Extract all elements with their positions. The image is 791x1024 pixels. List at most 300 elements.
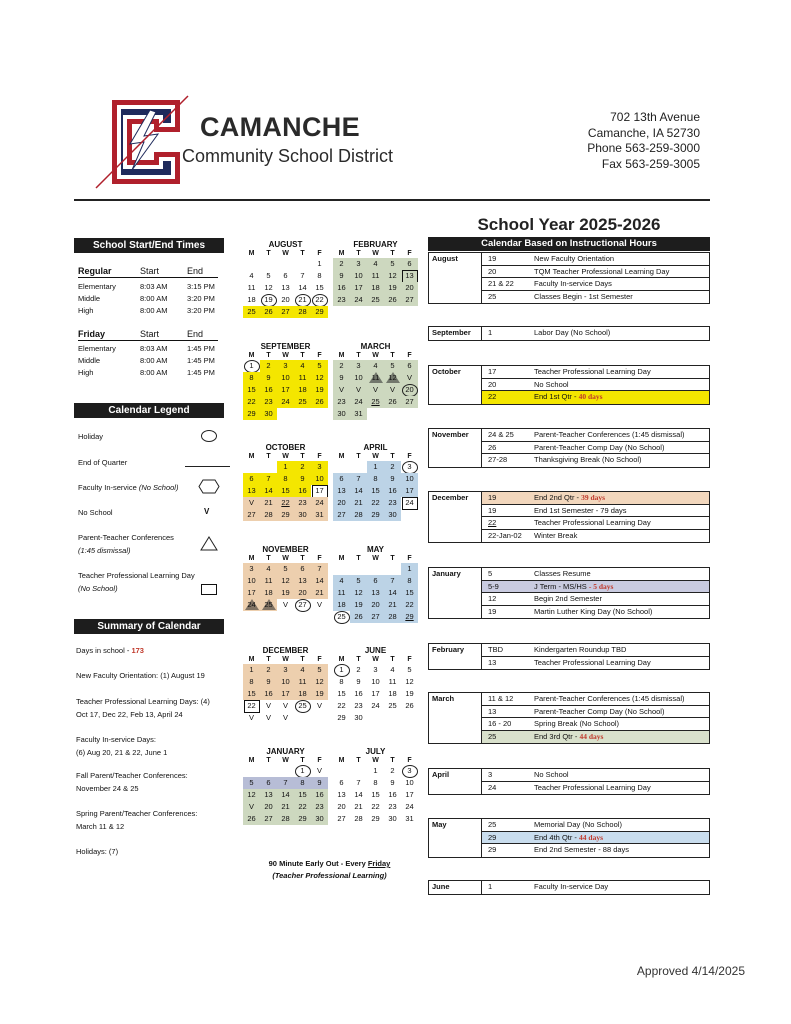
calendar-day	[350, 294, 367, 306]
calendar-day	[401, 813, 418, 825]
calendar-day	[311, 384, 328, 396]
month-label: January	[432, 569, 461, 578]
calendar-day	[367, 563, 384, 575]
calendar-day	[277, 509, 294, 521]
calendar-day-number: 11	[298, 373, 307, 382]
calendar-day	[277, 777, 294, 789]
regular-header	[78, 266, 218, 278]
calendar-day	[401, 700, 418, 712]
calendar-day	[384, 611, 401, 623]
calendar-day	[384, 282, 401, 294]
district-name: CAMANCHE	[200, 112, 360, 142]
event-row	[481, 278, 709, 291]
calendar-day	[367, 270, 384, 282]
event-date: 19	[488, 493, 497, 502]
calendar-day	[277, 306, 294, 318]
event-text: Faculty In-service Day	[534, 882, 609, 891]
month-label: June	[432, 882, 450, 891]
start-time: 8:03 AM	[140, 282, 168, 291]
calendar-day	[350, 282, 367, 294]
calendar-day	[350, 509, 367, 521]
calendar-day	[384, 294, 401, 306]
calendar-day-number: 29	[371, 510, 380, 519]
month-label: April	[432, 770, 450, 779]
calendar-day-number: 9	[266, 373, 271, 382]
legend-inservice-label: Faculty In-service	[78, 483, 137, 492]
calendar-day-number: V	[282, 600, 288, 609]
event-text: Parent-Teacher Conferences (1:45 dismissal)	[534, 694, 685, 703]
calendar-day	[401, 688, 418, 700]
time-row	[78, 355, 218, 367]
calendar-day	[384, 700, 401, 712]
calendar-day-number: 10	[354, 271, 363, 280]
month-label: August	[432, 254, 458, 263]
event-day-count: 44 days	[579, 832, 603, 842]
calendar-day	[384, 473, 401, 485]
calendar-day-number: 17	[354, 283, 363, 292]
calendar-day	[367, 777, 384, 789]
calendar-day-number: 25	[388, 701, 397, 710]
calendar-day	[260, 372, 277, 384]
calendar-day	[277, 485, 294, 497]
calendar-day	[311, 801, 328, 813]
time-row	[78, 343, 218, 355]
calendar-day-number: 25	[371, 397, 380, 406]
calendar-day-number: 24	[405, 802, 414, 811]
calendar-day-number: 3	[356, 361, 361, 370]
regular-label: Regular	[78, 266, 112, 276]
weekday-label: M	[248, 250, 255, 257]
event-date: 20	[488, 266, 497, 276]
calendar-day	[367, 587, 384, 599]
event-row	[481, 379, 709, 392]
calendar-day-number: 3	[407, 766, 412, 775]
calendar-day	[333, 294, 350, 306]
weekday-label: F	[407, 555, 412, 562]
calendar-day	[350, 688, 367, 700]
weekday-header	[243, 656, 328, 664]
calendar-day-number: 4	[249, 271, 254, 280]
weekday-label: F	[317, 250, 322, 257]
calendar-day	[401, 712, 418, 724]
month-label: September	[432, 328, 471, 337]
calendar-day-number: 13	[298, 576, 307, 585]
calendar-day	[350, 563, 367, 575]
event-description	[534, 391, 603, 404]
calendar-day	[401, 599, 418, 611]
calendar-day-number: 21	[315, 588, 324, 597]
event-description	[534, 718, 619, 731]
event-date: 27-28	[488, 455, 508, 464]
summary-line: Spring Parent/Teacher Conferences:	[76, 809, 198, 818]
calendar-day	[243, 587, 260, 599]
calendar-day	[260, 801, 277, 813]
calendar-day	[311, 563, 328, 575]
weekday-header	[333, 555, 418, 563]
calendar-day	[384, 270, 401, 282]
approval-date: Approved 4/14/2025	[636, 964, 745, 978]
calendar-day	[260, 396, 277, 408]
start-time: 8:00 AM	[140, 356, 168, 365]
calendar-day	[333, 765, 350, 777]
legend-end-quarter	[78, 458, 127, 468]
month-block-august	[428, 252, 710, 304]
event-description	[534, 517, 651, 530]
calendar-day	[277, 270, 294, 282]
calendar-day	[333, 360, 350, 372]
school-level: Middle	[78, 356, 101, 365]
calendar-day-number: 6	[339, 474, 344, 483]
calendar-month-name: SEPTEMBER	[260, 342, 311, 351]
calendar-day-number: 16	[315, 790, 324, 799]
calendar-day-number: 6	[339, 778, 344, 787]
calendar-day-number: 24	[315, 498, 324, 507]
calendar-day	[401, 676, 418, 688]
calendar-day-number: 22	[405, 600, 414, 609]
end-time: 1:45 PM	[187, 344, 215, 353]
calendar-day	[401, 270, 418, 282]
calendar-day	[384, 765, 401, 777]
calendar-day	[243, 676, 260, 688]
calendar-day-number: 15	[371, 790, 380, 799]
calendar-day	[260, 473, 277, 485]
calendar-day-number: 7	[317, 564, 322, 573]
calendar-day	[333, 473, 350, 485]
calendar-day	[243, 688, 260, 700]
calendar-day-number: 31	[315, 510, 324, 519]
weekday-label: T	[266, 656, 271, 663]
underline-icon	[185, 466, 230, 467]
event-row	[481, 718, 709, 731]
calendar-day	[333, 712, 350, 724]
calendar-day	[243, 258, 260, 270]
calendar-day-number: 2	[339, 259, 344, 268]
calendar-day	[350, 485, 367, 497]
event-description	[534, 593, 602, 606]
calendar-december	[243, 646, 328, 724]
weekday-header	[243, 352, 328, 360]
weekday-header	[333, 352, 418, 360]
calendar-day	[384, 587, 401, 599]
calendar-day-number: 17	[247, 588, 256, 597]
time-row	[78, 367, 218, 379]
calendar-day-number: 17	[281, 689, 290, 698]
calendar-day-number: 5	[390, 361, 395, 370]
school-level: High	[78, 368, 94, 377]
calendar-day	[367, 461, 384, 473]
calendar-day-number: 4	[266, 564, 271, 573]
school-level: Elementary	[78, 282, 116, 291]
legend-end-quarter-label: End of Quarter	[78, 458, 128, 467]
event-date: 25	[488, 820, 497, 829]
calendar-day	[384, 777, 401, 789]
weekday-label: W	[282, 555, 289, 562]
calendar-day	[294, 575, 311, 587]
calendar-day-number: 19	[264, 295, 273, 304]
calendar-day	[350, 599, 367, 611]
event-description	[534, 782, 651, 795]
calendar-day-number: 21	[281, 802, 290, 811]
calendar-day-number: 28	[354, 510, 363, 519]
calendar-day	[384, 712, 401, 724]
legend-tpl-label: Teacher Professional Learning Day	[78, 571, 195, 580]
month-label: May	[432, 820, 447, 829]
calendar-day	[311, 575, 328, 587]
event-date: 3	[488, 770, 493, 779]
event-text: Winter Break	[534, 530, 578, 540]
calendar-day	[367, 294, 384, 306]
weekday-label: W	[372, 250, 379, 257]
start-label: Start	[140, 266, 160, 276]
calendar-day	[260, 258, 277, 270]
calendar-day-number: 1	[373, 462, 378, 471]
start-time: 8:00 AM	[140, 306, 168, 315]
weekday-label: M	[338, 352, 345, 359]
calendar-day	[401, 384, 418, 396]
event-description	[534, 568, 591, 581]
event-text: Kindergarten Roundup TBD	[534, 645, 627, 654]
calendar-day-number: 18	[298, 385, 307, 394]
calendar-day-number: 6	[407, 259, 412, 268]
calendar-day	[350, 461, 367, 473]
event-date: 26	[488, 442, 497, 452]
end-label: End	[187, 266, 204, 276]
calendar-day-number: V	[338, 385, 344, 394]
weekday-label: M	[248, 656, 255, 663]
calendar-day-number: 22	[371, 498, 380, 507]
calendar-day-number: 26	[315, 397, 324, 406]
weekday-header	[243, 453, 328, 461]
calendar-day	[350, 473, 367, 485]
calendar-day	[367, 789, 384, 801]
event-day-count: 40 days	[578, 392, 603, 401]
calendar-day-number: 26	[405, 701, 414, 710]
legend-ptc	[78, 533, 174, 556]
circle-icon	[201, 430, 217, 442]
calendar-day	[384, 497, 401, 509]
start-time: 8:00 AM	[140, 368, 168, 377]
calendar-day-number: 13	[405, 271, 414, 280]
calendar-day-number: 3	[356, 259, 361, 268]
month-label: February	[432, 645, 465, 654]
calendar-day	[294, 789, 311, 801]
calendar-day	[294, 360, 311, 372]
calendar-day-number: 15	[298, 790, 307, 799]
calendar-day-number: 17	[281, 385, 290, 394]
calendar-day	[311, 372, 328, 384]
days-value: 173	[131, 646, 144, 655]
calendar-day	[260, 270, 277, 282]
calendar-day-number: 30	[388, 814, 397, 823]
weekday-label: T	[300, 656, 305, 663]
calendar-day	[333, 485, 350, 497]
calendar-day	[311, 700, 328, 712]
calendar-day-number: 12	[388, 373, 397, 382]
weekday-label: T	[300, 757, 305, 764]
calendar-day	[367, 664, 384, 676]
month-block-april	[428, 768, 710, 795]
event-row	[481, 581, 709, 594]
calendar-day-number: 15	[247, 385, 256, 394]
event-row	[481, 391, 709, 404]
calendar-day-number: 16	[354, 689, 363, 698]
calendar-day-number: 4	[300, 361, 305, 370]
calendar-day-number: 14	[354, 790, 363, 799]
weekday-label: W	[372, 453, 379, 460]
calendar-day	[294, 801, 311, 813]
calendar-day	[260, 294, 277, 306]
calendar-day	[311, 282, 328, 294]
calendar-day-number: 23	[388, 802, 397, 811]
phone-line: Phone 563-259-3000	[587, 141, 700, 155]
calendar-day-number: 21	[298, 295, 307, 304]
event-row	[481, 819, 709, 832]
calendar-day-number: 1	[317, 259, 322, 268]
weekday-label: T	[390, 453, 395, 460]
calendar-day-number: 8	[317, 271, 322, 280]
calendar-day	[350, 700, 367, 712]
calendar-day-number: 10	[281, 677, 290, 686]
calendar-day	[401, 611, 418, 623]
event-text: Teacher Professional Learning Day	[534, 782, 651, 792]
calendar-day	[294, 712, 311, 724]
event-text: Teacher Professional Learning Day	[534, 657, 651, 667]
calendar-day-number: 26	[388, 397, 397, 406]
calendar-day-number: 5	[266, 271, 271, 280]
calendar-day-number: 11	[337, 588, 346, 597]
fax-line: Fax 563-259-3005	[601, 156, 700, 171]
calendar-day	[384, 258, 401, 270]
calendar-day-number: 3	[283, 361, 288, 370]
calendar-day	[384, 485, 401, 497]
weekday-label: W	[372, 352, 379, 359]
calendar-day	[294, 282, 311, 294]
calendar-day-number: 17	[405, 790, 414, 799]
calendar-day-number: 29	[247, 409, 256, 418]
weekday-label: W	[282, 352, 289, 359]
time-row	[78, 293, 218, 305]
calendar-day-number: 9	[317, 778, 322, 787]
event-description	[534, 253, 614, 266]
calendar-day-number: 9	[339, 373, 344, 382]
calendar-day	[294, 563, 311, 575]
weekday-label: T	[390, 352, 395, 359]
weekday-label: M	[338, 555, 345, 562]
event-text: End 2nd Semester - 88 days	[534, 845, 630, 854]
calendar-day-number: 9	[266, 677, 271, 686]
calendar-month-name: JULY	[365, 747, 386, 756]
event-text: Parent-Teacher Comp Day (No School)	[534, 706, 665, 716]
calendar-day	[260, 575, 277, 587]
calendar-day-number: 2	[266, 361, 271, 370]
calendar-day-number: 13	[337, 790, 346, 799]
calendar-day-number: 21	[388, 600, 397, 609]
weekday-label: T	[356, 352, 361, 359]
times-section-title: School Start/End Times	[74, 238, 224, 253]
calendar-day-number: 11	[264, 576, 273, 585]
calendar-day-number: 1	[373, 766, 378, 775]
calendar-day	[333, 270, 350, 282]
calendar-day	[384, 688, 401, 700]
calendar-day-number: 19	[405, 689, 414, 698]
calendar-day-number: 22	[371, 802, 380, 811]
calendar-day-number: 13	[264, 790, 273, 799]
calendar-day	[350, 611, 367, 623]
calendar-day	[260, 700, 277, 712]
calendar-day	[333, 676, 350, 688]
calendar-day	[367, 258, 384, 270]
calendar-day	[401, 801, 418, 813]
calendar-day-number: 29	[298, 814, 307, 823]
calendar-day	[333, 497, 350, 509]
calendar-day-number: 7	[390, 576, 395, 585]
calendar-day-number: 20	[298, 588, 307, 597]
calendar-month-name: APRIL	[363, 443, 388, 452]
summary-line: November 24 & 25	[76, 784, 139, 793]
calendar-day-number: 24	[371, 701, 380, 710]
calendar-day	[277, 599, 294, 611]
event-row	[481, 366, 709, 379]
calendar-day	[243, 270, 260, 282]
calendar-day	[333, 461, 350, 473]
event-date: 1	[488, 328, 493, 337]
event-row	[481, 832, 709, 845]
calendar-may	[333, 545, 418, 623]
calendar-day-number: 23	[337, 295, 346, 304]
calendar-day	[243, 765, 260, 777]
calendar-day	[294, 599, 311, 611]
square-icon	[201, 584, 217, 595]
calendar-day	[260, 587, 277, 599]
event-text: End 1st Semester - 79 days	[534, 505, 627, 515]
calendar-day-number: 18	[337, 600, 346, 609]
calendar-day-number: 30	[264, 409, 273, 418]
calendar-day-number: 23	[264, 397, 273, 406]
time-row	[78, 281, 218, 293]
calendar-day	[311, 485, 328, 497]
weekday-header	[333, 656, 418, 664]
event-date: 1	[488, 882, 493, 891]
calendar-day	[260, 676, 277, 688]
weekday-label: T	[266, 757, 271, 764]
calendar-day-number: 27	[371, 612, 380, 621]
footnote-friday: Friday	[367, 859, 391, 868]
event-row	[481, 782, 709, 795]
weekday-header	[243, 757, 328, 765]
calendar-month-name: MARCH	[360, 342, 391, 351]
calendar-day	[277, 497, 294, 509]
calendar-day	[294, 813, 311, 825]
calendar-day	[277, 396, 294, 408]
calendar-day	[350, 497, 367, 509]
calendar-day-number: 7	[266, 474, 271, 483]
event-description	[534, 530, 577, 543]
calendar-day-number: 5	[249, 778, 254, 787]
weekday-label: T	[300, 555, 305, 562]
calendar-day-number: 18	[264, 588, 273, 597]
event-row	[481, 568, 709, 581]
calendar-day-number: 5	[390, 259, 395, 268]
event-description	[534, 706, 664, 719]
calendar-day-number: 29	[281, 510, 290, 519]
weekday-header	[243, 555, 328, 563]
event-date: 29	[488, 832, 497, 842]
calendar-day-number: 30	[315, 814, 324, 823]
calendar-day	[350, 384, 367, 396]
calendar-day-number: 27	[247, 510, 256, 519]
calendar-day-number: 16	[264, 689, 273, 698]
weekday-label: M	[248, 757, 255, 764]
